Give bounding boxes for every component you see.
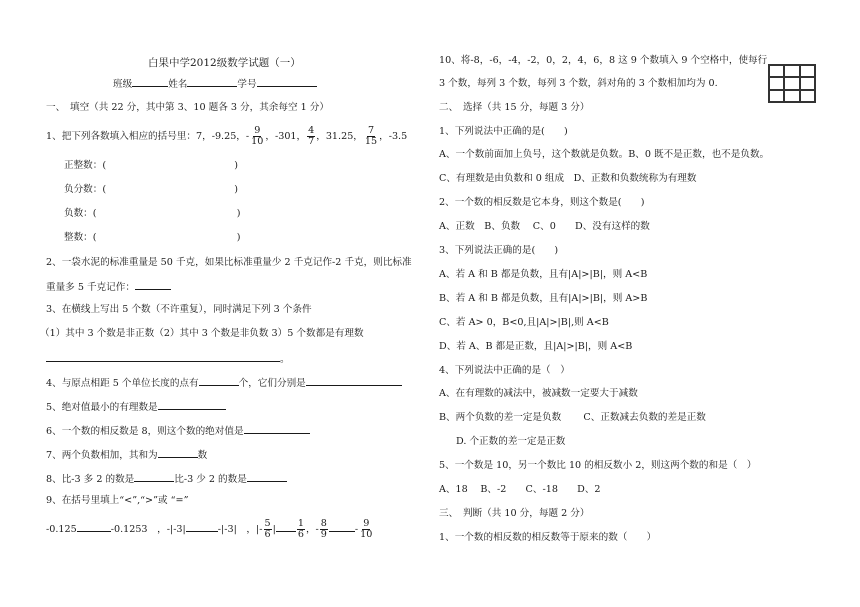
choice-1-options-a: A、一个数前面加上负号，这个数就是负数。B、0 既不是正数，也不是负数。 <box>439 149 770 160</box>
category-negative-fractions[interactable]: 负分数：( ) <box>64 184 238 195</box>
grid-cell[interactable] <box>784 90 799 102</box>
choice-3-option-b: B、若 A 和 B 都是负数，且有|A|>|B|，则 A>B <box>439 293 648 304</box>
section-2-heading: 二、 选择（共 15 分，每题 3 分） <box>439 102 590 113</box>
answer-blank[interactable] <box>244 423 310 434</box>
answer-blank[interactable] <box>134 471 174 482</box>
choice-4-option-bc: B、两个负数的差一定是负数 C、正数减去负数的差是正数 <box>439 412 706 423</box>
choice-3-option-d: D、若 A、B 都是正数，且|A|>|B|，则 A<B <box>439 341 633 352</box>
question-10-line-2: 3 个数，每列 3 个数，每列 3 个数，斜对角的 3 个数相加均为 0. <box>439 78 718 89</box>
choice-5-options: A、18 B、-2 C、-18 D、2 <box>439 484 601 495</box>
question-3-line-2: （1）其中 3 个数是非正数（2）其中 3 个数是非负数 3）5 个数都是有理数 <box>40 328 364 339</box>
magic-square-grid[interactable] <box>768 64 816 103</box>
category-positive-integers[interactable]: 正整数：( ) <box>64 160 238 171</box>
section-1-heading: 一、 填空（共 22 分，其中第 3、10 题各 3 分，其余每空 1 分） <box>46 102 329 113</box>
id-field[interactable] <box>257 76 317 87</box>
answer-blank[interactable] <box>186 521 218 532</box>
name-field[interactable] <box>187 76 237 87</box>
choice-5: 5、一个数是 10，另一个数比 10 的相反数小 2，则这两个数的和是（ ） <box>439 460 757 471</box>
id-label: 学号 <box>237 79 257 90</box>
answer-blank[interactable] <box>306 375 402 386</box>
section-3-heading: 三、 判断（共 10 分，每题 2 分） <box>439 508 590 519</box>
answer-blank[interactable] <box>77 521 111 532</box>
grid-cell[interactable] <box>800 77 815 89</box>
name-label: 姓名 <box>168 79 188 90</box>
choice-4: 4、下列说法中正确的是（ ） <box>439 365 570 376</box>
fraction: $\frac{7}{15}$ <box>364 125 378 147</box>
question-3-line-3: 。 <box>46 351 290 366</box>
question-9-comparisons: -0.125 -0.1253 ，-|-3| -|-3| ，|- $\frac{5}{6}$ | $\frac{1}{6}$ ，- $\frac{8}{9}$ - $\frac{9}{10}$ <box>46 518 373 540</box>
answer-blank[interactable] <box>199 375 239 386</box>
answer-blank[interactable] <box>46 351 280 362</box>
fraction: $\frac{1}{6}$ <box>297 518 304 540</box>
grid-cell[interactable] <box>769 65 784 77</box>
fraction: $\frac{9}{10}$ <box>360 518 373 540</box>
fraction: $\frac{4}{7}$ <box>308 125 315 147</box>
question-6: 6、一个数的相反数是 8，则这个数的绝对值是 <box>46 423 310 438</box>
class-field[interactable] <box>132 76 168 87</box>
grid-cell[interactable] <box>769 77 784 89</box>
student-info-line <box>113 76 317 91</box>
answer-blank[interactable] <box>329 521 355 532</box>
category-negatives[interactable]: 负数：( ) <box>64 208 241 219</box>
question-1: 1、把下列各数填入相应的括号里：7，-9.25，- $\frac{9}{10}$ ，-301， $\frac{4}{7}$ ，31.25， $\frac{7}{15}$ ，-3.5 <box>46 125 408 147</box>
fraction: $\frac{8}{9}$ <box>320 518 327 540</box>
answer-blank[interactable] <box>276 521 296 532</box>
answer-blank[interactable] <box>247 471 287 482</box>
choice-2-options: A、正数 B、负数 C、0 D、没有这样的数 <box>439 221 650 232</box>
answer-blank[interactable] <box>135 279 171 290</box>
fraction: $\frac{9}{10}$ <box>251 125 264 147</box>
question-8: 8、比-3 多 2 的数是 比-3 少 2 的数是 <box>46 471 287 486</box>
choice-1: 1、下列说法中正确的是( ) <box>439 126 568 137</box>
choice-2: 2、一个数的相反数是它本身，则这个数是( ) <box>439 197 645 208</box>
choice-1-options-b: C、有理数是由负数和 0 组成 D、正数和负数统称为有理数 <box>439 173 697 184</box>
choice-3-option-c: C、若 A> 0，B<0,且|A|>|B|,则 A<B <box>439 317 609 328</box>
answer-blank[interactable] <box>158 447 198 458</box>
grid-cell[interactable] <box>769 90 784 102</box>
question-2-line-1: 2、一袋水泥的标准重量是 50 千克，如果比标准重量少 2 千克记作-2 千克，则比标准 <box>46 257 412 268</box>
fraction: $\frac{5}{6}$ <box>264 518 271 540</box>
question-4: 4、与原点相距 5 个单位长度的点有 个，它们分别是 <box>46 375 402 390</box>
question-7: 7、两个负数相加，其和为 数 <box>46 447 207 462</box>
question-9: 9、在括号里填上“<”,“>”或 “=” <box>46 495 189 506</box>
choice-4-option-d: D. 个正数的差一定是正数 <box>456 436 566 447</box>
answer-blank[interactable] <box>158 399 226 410</box>
grid-cell[interactable] <box>784 77 799 89</box>
choice-4-option-a: A、在有理数的减法中，被减数一定要大于减数 <box>439 388 638 399</box>
grid-cell[interactable] <box>800 90 815 102</box>
judge-1: 1、一个数的相反数的相反数等于原来的数（ ） <box>439 532 657 543</box>
question-5: 5、绝对值最小的有理数是 <box>46 399 226 414</box>
question-10-line-1: 10、将-8，-6，-4，-2，0，2，4，6，8 这 9 个数填入 9 个空格中，使每行 <box>439 55 768 66</box>
question-2-line-2: 重量多 5 千克记作： <box>46 279 171 294</box>
choice-3: 3、下列说法正确的是( ) <box>439 245 559 256</box>
category-integers[interactable]: 整数：( ) <box>64 232 241 243</box>
class-label: 班级 <box>113 79 133 90</box>
page-title: 白果中学2012级数学试题（一） <box>148 57 301 69</box>
choice-3-option-a: A、若 A 和 B 都是负数，且有|A|>|B|，则 A<B <box>439 269 648 280</box>
question-3-line-1: 3、在横线上写出 5 个数（不许重复），同时满足下列 3 个条件 <box>46 304 312 315</box>
grid-cell[interactable] <box>800 65 815 77</box>
grid-cell[interactable] <box>784 65 799 77</box>
